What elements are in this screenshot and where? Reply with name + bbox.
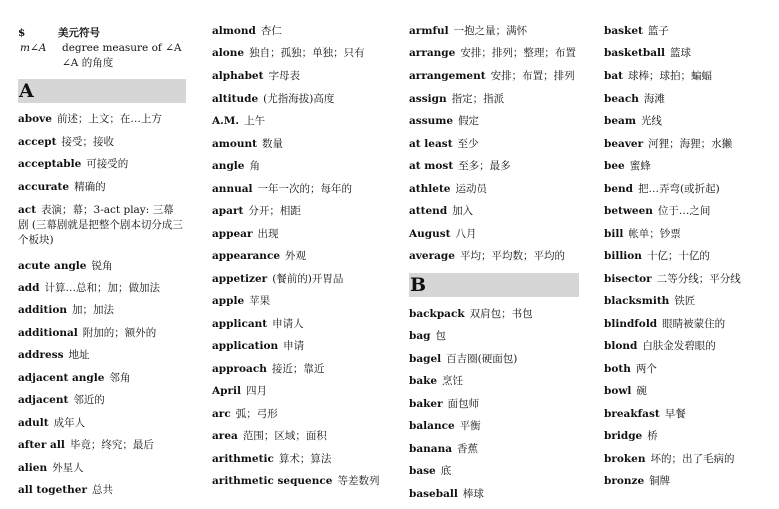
dictionary-entry: blindfold 眼睛被蒙住的 bbox=[604, 318, 726, 330]
dictionary-entry: adjacent 邻近的 bbox=[18, 394, 105, 406]
dictionary-entry: at most 至多；最多 bbox=[409, 160, 511, 172]
dictionary-entry: beam 光线 bbox=[604, 115, 662, 127]
dictionary-entry: apple 苹果 bbox=[212, 295, 271, 307]
dictionary-entry: at least 至少 bbox=[409, 138, 479, 150]
angle-meaning-line2: ∠A 的角度 bbox=[62, 57, 114, 69]
dictionary-entry: blond 白肤金发碧眼的 bbox=[604, 340, 716, 352]
dictionary-entry: all together 总共 bbox=[18, 484, 114, 496]
dictionary-entry: almond 杏仁 bbox=[212, 25, 282, 37]
dictionary-entry: acute angle 锐角 bbox=[18, 260, 113, 272]
dictionary-entry: athlete 运动员 bbox=[409, 183, 487, 195]
dictionary-entry: bronze 铜牌 bbox=[604, 475, 671, 487]
dictionary-entry: acceptable 可接受的 bbox=[18, 158, 129, 170]
dictionary-entry: bend 把…弄弯(或折起) bbox=[604, 183, 720, 195]
dictionary-entry: bee 蜜蜂 bbox=[604, 160, 651, 172]
dictionary-entry: August 八月 bbox=[409, 228, 477, 240]
dictionary-entry: address 地址 bbox=[18, 349, 90, 361]
dictionary-entry: basketball 篮球 bbox=[604, 47, 691, 59]
dollar-symbol: $ bbox=[18, 27, 26, 39]
dictionary-entry: appetizer (餐前的)开胃品 bbox=[212, 273, 344, 285]
angle-symbol: m∠A bbox=[20, 42, 47, 54]
dictionary-entry: adjacent angle 邻角 bbox=[18, 372, 131, 384]
dictionary-entry: arc 弧；弓形 bbox=[212, 408, 278, 420]
dictionary-entry: baseball 棒球 bbox=[409, 488, 484, 500]
section-header-b: B bbox=[409, 273, 579, 297]
dictionary-entry: armful 一抱之量；满怀 bbox=[409, 25, 528, 37]
dictionary-entry: add 计算…总和；加；做加法 bbox=[18, 282, 160, 294]
dictionary-entry: both 两个 bbox=[604, 363, 657, 375]
dictionary-entry: appear 出现 bbox=[212, 228, 279, 240]
dictionary-entry: adult 成年人 bbox=[18, 417, 86, 429]
dictionary-entry: April 四月 bbox=[212, 385, 267, 397]
dictionary-entry: accurate 精确的 bbox=[18, 181, 106, 193]
dictionary-entry: applicant 申请人 bbox=[212, 318, 304, 330]
dictionary-entry: banana 香蕉 bbox=[409, 443, 479, 455]
dictionary-entry: arithmetic 算术；算法 bbox=[212, 453, 332, 465]
dictionary-entry: apart 分开；相距 bbox=[212, 205, 301, 217]
dictionary-entry: angle 角 bbox=[212, 160, 260, 172]
dictionary-entry: above 前述；上文；在…上方 bbox=[18, 113, 162, 125]
dictionary-entry: bag 包 bbox=[409, 330, 446, 342]
dictionary-entry: bat 球棒；球拍；蝙蝠 bbox=[604, 70, 712, 82]
dictionary-entry: alphabet 字母表 bbox=[212, 70, 300, 82]
dictionary-entry: application 申请 bbox=[212, 340, 305, 352]
dictionary-entry: alien 外星人 bbox=[18, 462, 84, 474]
dictionary-entry: beaver 河狸；海狸；水獭 bbox=[604, 138, 733, 150]
dictionary-entry: bowl 碗 bbox=[604, 385, 647, 397]
dictionary-entry: bake 烹饪 bbox=[409, 375, 464, 387]
dictionary-entry: addition 加；加法 bbox=[18, 304, 114, 316]
dictionary-entry: average 平均；平均数；平均的 bbox=[409, 250, 565, 262]
dictionary-entry: arithmetic sequence 等差数列 bbox=[212, 475, 380, 487]
dictionary-entry: attend 加入 bbox=[409, 205, 474, 217]
dictionary-entry: backpack 双肩包；书包 bbox=[409, 308, 533, 320]
section-header-a: A bbox=[18, 79, 186, 103]
dictionary-entry: area 范围；区域；面积 bbox=[212, 430, 327, 442]
dictionary-entry: baker 面包师 bbox=[409, 398, 480, 410]
dictionary-entry: billion 十亿；十亿的 bbox=[604, 250, 710, 262]
dictionary-entry: accept 接受；接收 bbox=[18, 136, 114, 148]
dollar-meaning: 美元符号 bbox=[58, 27, 100, 39]
dictionary-entry: additional 附加的；额外的 bbox=[18, 327, 157, 339]
dictionary-entry: act 表演；幕；3-act play: 三幕剧 (三幕剧就是把整个剧本切分成三个板块) bbox=[18, 204, 183, 246]
dictionary-entry: between 位于…之间 bbox=[604, 205, 711, 217]
dictionary-entry: annual 一年一次的；每年的 bbox=[212, 183, 352, 195]
dictionary-entry: beach 海滩 bbox=[604, 93, 665, 105]
dictionary-entry: broken 坏的；出了毛病的 bbox=[604, 453, 735, 465]
dictionary-entry: A.M. 上午 bbox=[212, 115, 266, 127]
dictionary-entry: bagel 百吉圈(硬面包) bbox=[409, 353, 518, 365]
dictionary-entry: amount 数量 bbox=[212, 138, 284, 150]
dictionary-entry: appearance 外观 bbox=[212, 250, 307, 262]
dictionary-entry: base 底 bbox=[409, 465, 452, 477]
dictionary-entry: bill 帐单；钞票 bbox=[604, 228, 681, 240]
dictionary-entry: arrangement 安排；布置；排列 bbox=[409, 70, 575, 82]
dictionary-entry: alone 独自；孤独；单独；只有 bbox=[212, 47, 365, 59]
dictionary-entry: bisector 二等分线；平分线 bbox=[604, 273, 741, 285]
dictionary-entry: assign 指定；指派 bbox=[409, 93, 505, 105]
dictionary-entry: blacksmith 铁匠 bbox=[604, 295, 696, 307]
dictionary-entry: arrange 安排；排列；整理；布置 bbox=[409, 47, 576, 59]
dictionary-entry: altitude (尤指海拔)高度 bbox=[212, 93, 335, 105]
dictionary-entry: breakfast 早餐 bbox=[604, 408, 686, 420]
dictionary-entry: basket 篮子 bbox=[604, 25, 669, 37]
dictionary-entry: assume 假定 bbox=[409, 115, 480, 127]
dictionary-entry: bridge 桥 bbox=[604, 430, 658, 442]
dictionary-entry: balance 平衡 bbox=[409, 420, 481, 432]
dictionary-entry: after all 毕竟；终究；最后 bbox=[18, 439, 154, 451]
angle-meaning-line1: degree measure of ∠A bbox=[62, 42, 182, 54]
dictionary-entry: approach 接近；靠近 bbox=[212, 363, 325, 375]
